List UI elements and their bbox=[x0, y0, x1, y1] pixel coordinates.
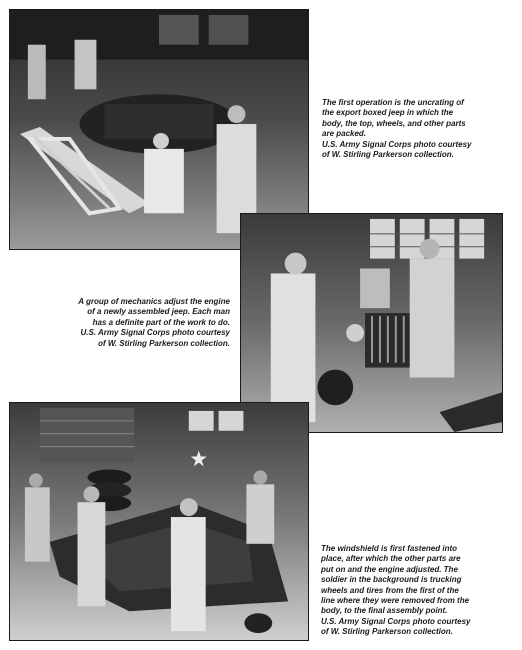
photo-credit-line: of W. Stirling Parkerson collection. bbox=[321, 627, 453, 637]
photo-credit-line: U.S. Army Signal Corps photo courtesy bbox=[322, 139, 472, 149]
photo-credit-line: U.S. Army Signal Corps photo courtesy bbox=[321, 616, 471, 626]
caption-line: of a newly assembled jeep. Each man bbox=[87, 307, 230, 317]
caption-line: wheels and tires from the first of the bbox=[321, 585, 459, 595]
photo-final-assembly bbox=[9, 402, 309, 641]
caption-final-assembly bbox=[321, 544, 471, 638]
caption-line: place, after which the other parts are bbox=[321, 554, 461, 564]
caption-line: soldier in the background is trucking bbox=[321, 575, 462, 585]
caption-line: body, to the final assembly point. bbox=[321, 606, 448, 616]
caption-engine-adjustment bbox=[60, 297, 230, 349]
caption-line: The first operation is the uncrating of bbox=[322, 98, 464, 107]
photo-credit-line: of W. Stirling Parkerson collection. bbox=[322, 150, 454, 160]
caption-line: the export boxed jeep in which the bbox=[322, 108, 454, 118]
photo-credit-line: U.S. Army Signal Corps photo courtesy bbox=[80, 328, 230, 338]
caption-line: has a definite part of the work to do. bbox=[92, 317, 230, 327]
photo-credit-line: of W. Stirling Parkerson collection. bbox=[98, 338, 230, 348]
caption-line: line where they were removed from the bbox=[321, 596, 470, 606]
caption-line: put on and the engine adjusted. The bbox=[321, 564, 458, 574]
caption-line: The windshield is first fastened into bbox=[321, 544, 458, 553]
caption-line: A group of mechanics adjust the engine bbox=[78, 297, 230, 306]
caption-line: body, the top, wheels, and other parts bbox=[322, 118, 466, 128]
caption-line: are packed. bbox=[322, 129, 367, 139]
caption-uncrating bbox=[322, 98, 472, 160]
photo-engine-adjustment bbox=[240, 213, 503, 433]
